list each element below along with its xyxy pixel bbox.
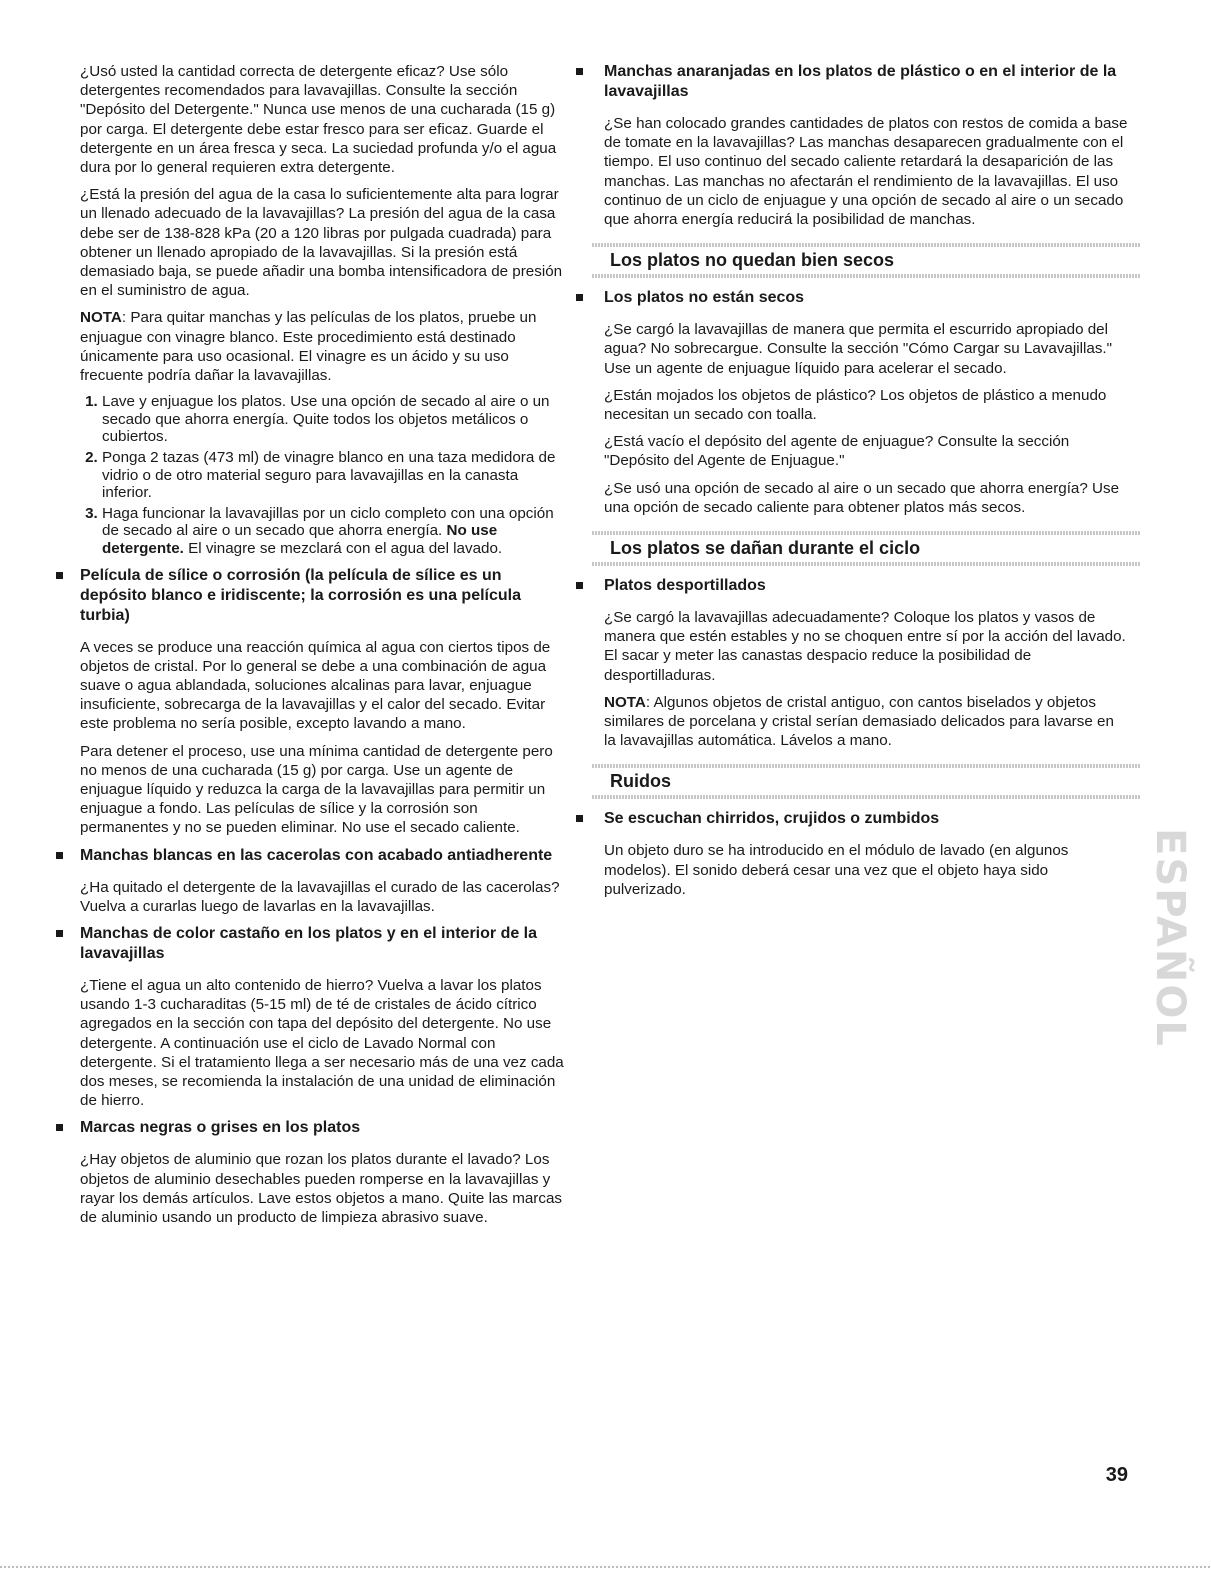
paragraph-silica-1: A veces se produce una reacción química al agua con ciertos tipos de objetos de cristal. Por lo general se debe a una combinación de agua suave o agua ablandada, soluciones alcalinas para lavar, enjuague insuficiente, sobrecarga de la lavavajillas y el calor del secado. Evitar este problema no sería posible, excepto lavando a mano. — [80, 638, 551, 733]
list-item — [102, 505, 570, 558]
paragraph-white-spots: ¿Ha quitado el detergente de la lavavajillas el curado de las cacerolas? Vuelva a curarlas luego de lavarlas en la lavavajillas. — [80, 878, 560, 915]
step3-bold: No use detergente. — [102, 522, 498, 557]
paragraph-detergent: ¿Usó usted la cantidad correcta de detergente eficaz? Use sólo detergentes recomendados para lavavajillas. Consulte la sección "Depósito del Detergente." Nunca use menos de una cucharada (15 g) por carga. El detergente debe estar fresco para ser eficaz. Guarde el detergente en un área fresca y seca. La suciedad profunda y/o el agua dura por lo general requieren extra detergente. — [80, 63, 557, 177]
heading-not-dry: Los platos no están secos — [604, 288, 1128, 308]
right-column — [604, 62, 1128, 907]
vinegar-steps — [80, 393, 570, 557]
heading-chipped: Platos desportillados — [604, 576, 1128, 596]
page-number: 39 — [1105, 1464, 1128, 1486]
section-title-drying: Los platos no quedan bien secos — [592, 243, 1128, 278]
list-item: 2. Ponga 2 tazas (473 ml) de vinagre blanco en una taza medidora de vidrio o de otro material seguro para lavavajillas en la canasta inferior. — [102, 449, 570, 502]
note-label: NOTA — [604, 693, 646, 711]
paragraph-orange-stains: ¿Se han colocado grandes cantidades de platos con restos de comida a base de tomate en la lavavajillas? Las manchas desaparecen gradualmente con el tiempo. El uso continuo del secado caliente retardará la desaparición de las manchas. Las manchas no afectarán el rendimiento de la lavavajillas. El uso continuo de un ciclo de enjuague y una opción de secado al aire o un secado que ahorra energía reducirá la posibilidad de manchas. — [604, 115, 1128, 229]
left-column — [80, 62, 570, 1235]
paragraph-not-dry-1: ¿Se cargó la lavavajillas de manera que permita el escurrido apropiado del agua? No sobrecargue. Consulte la sección "Cómo Cargar su Lavavajillas." Use un agente de enjuague líquido para acelerar el secado. — [604, 321, 1113, 377]
paragraph-brown-stains: ¿Tiene el agua un alto contenido de hierro? Vuelva a lavar los platos usando 1-3 cucharaditas (5-15 ml) de té de cristales de ácido cítrico agregados en la sección con tapa del depósito del detergente. No use detergente. A continuación use el ciclo de Lavado Normal con detergente. Si el tratamiento llega a ser necesario más de una vez cada dos meses, se recomienda la instalación de una unidad de eliminación de hierro. — [80, 977, 564, 1110]
paragraph-not-dry-4: ¿Se usó una opción de secado al aire o un secado que ahorra energía? Use una opción de secado caliente para obtener platos más secos. — [604, 479, 1120, 516]
note-chipped — [604, 693, 1128, 751]
step3-text: Haga funcionar la lavavajillas por un ciclo completo con una opción de secado al aire o un secado que ahorra energía. — [102, 504, 554, 540]
paragraph-not-dry-3: ¿Está vacío el depósito del agente de enjuague? Consulte la sección "Depósito del Agente de Enjuague." — [604, 433, 1070, 470]
section-title-noise: Ruidos — [592, 764, 1128, 799]
paragraph-not-dry-2: ¿Están mojados los objetos de plástico? Los objetos de plástico a menudo necesitan un secado con toalla. — [604, 386, 1107, 424]
note-label: NOTA — [80, 309, 122, 327]
note-vinegar — [80, 308, 570, 385]
heading-noises: Se escuchan chirridos, crujidos o zumbidos — [604, 809, 1128, 829]
bottom-divider — [0, 1566, 1211, 1568]
paragraph-water-pressure: ¿Está la presión del agua de la casa lo suficientemente alta para lograr un llenado adecuado de la lavavajillas? La presión del agua de la casa debe ser de 138-828 kPa (20 a 120 libras por pulgada cuadrada) para obtener un llenado apropiado de la lavavajillas. Si la presión está demasiado baja, se puede añadir una bomba intensificadora de presión en el suministro de agua. — [80, 186, 563, 300]
heading-white-spots: Manchas blancas en las cacerolas con acabado antiadherente — [80, 846, 570, 866]
section-title-damage: Los platos se dañan durante el ciclo — [592, 531, 1128, 566]
paragraph-chipped: ¿Se cargó la lavavajillas adecuadamente? Coloque los platos y vasos de manera que estén estables y no se choquen entre sí por la acción del lavado. El sacar y meter las canastas despacio reduce la posibilidad de desportilladuras. — [604, 609, 1126, 684]
heading-black-marks: Marcas negras o grises en los platos — [80, 1118, 570, 1138]
paragraph-silica-2: Para detener el proceso, use una mínima cantidad de detergente pero no menos de una cucharada (15 g) por carga. Use un agente de enjuague líquido y reduzca la carga de la lavavajillas para permitir un enjuague a fondo. Las películas de sílice y la corrosión son permanentes y no se pueden eliminar. No use el secado caliente. — [80, 742, 553, 837]
heading-silica-film: Película de sílice o corrosión (la película de sílice es un depósito blanco e iridiscente; la corrosión es una película turbia) — [80, 566, 570, 626]
side-tab-label: ESPAÑOL — [1147, 828, 1194, 1048]
language-side-tab — [1147, 820, 1194, 1056]
heading-orange-stains: Manchas anaranjadas en los platos de plástico o en el interior de la lavavajillas — [604, 62, 1128, 102]
heading-brown-stains: Manchas de color castaño en los platos y en el interior de la lavavajillas — [80, 924, 570, 964]
list-item: 1. Lave y enjuague los platos. Use una opción de secado al aire o un secado que ahorra energía. Quite todos los objetos metálicos o cubiertos. — [102, 393, 570, 446]
step3-text-end: El vinagre se mezclará con el agua del lavado. — [183, 540, 503, 557]
paragraph-noises: Un objeto duro se ha introducido en el módulo de lavado (en algunos modelos). El sonido deberá cesar una vez que el objeto haya sido pulverizado. — [604, 842, 1069, 898]
note-text: : Para quitar manchas y las películas de los platos, pruebe un enjuague con vinagre blanco. Este procedimiento está destinado únicamente para uso ocasional. El vinagre es un ácido y su uso frecuente podría dañar la lavavajillas. — [80, 309, 537, 385]
note-text: : Algunos objetos de cristal antiguo, con cantos biselados y objetos similares de porcelana y cristal serían demasiado delicados para lavarse en la lavavajillas automática. Lávelos a mano. — [604, 693, 1114, 750]
paragraph-black-marks: ¿Hay objetos de aluminio que rozan los platos durante el lavado? Los objetos de aluminio desechables pueden romperse en la lavavajillas y rayar los demás artículos. Lave estos objetos a mano. Quite las marcas de aluminio usando un producto de limpieza abrasivo suave. — [80, 1151, 563, 1227]
